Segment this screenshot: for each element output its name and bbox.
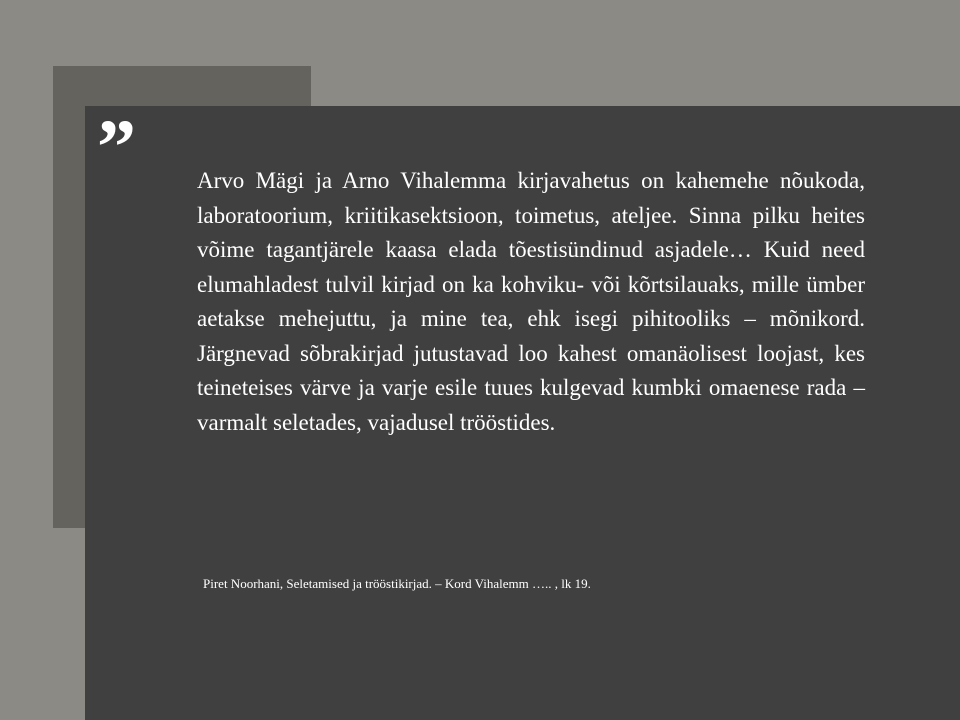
quotation-mark-icon: ”: [97, 103, 132, 190]
quote-text: Arvo Mägi ja Arno Vihalemma kirjavahetus on kahemehe nõukoda, laboratoorium, kriitikasektsioon, toimetus, ateljee. Sinna pilku heites võime tagantjärele kaasa elada tõestisündinud asjadele… Kuid need elumahladest tulvil kirjad on ka kohviku- või kõrtsilauaks, mille ümber aetakse mehejuttu, ja mine tea, ehk isegi pihitooliks – mõnikord. Järgnevad sõbrakirjad jutustavad loo kahest omanäolisest loojast, kes teineteises värve ja varje esile tuues kulgevad kumbki omaenese rada – varmalt seletades, vajadusel trööstides.: [197, 168, 865, 435]
quote-citation: Piret Noorhani, Seletamised ja trööstikirjad. – Kord Vihalemm ….. , lk 19.: [203, 576, 591, 591]
